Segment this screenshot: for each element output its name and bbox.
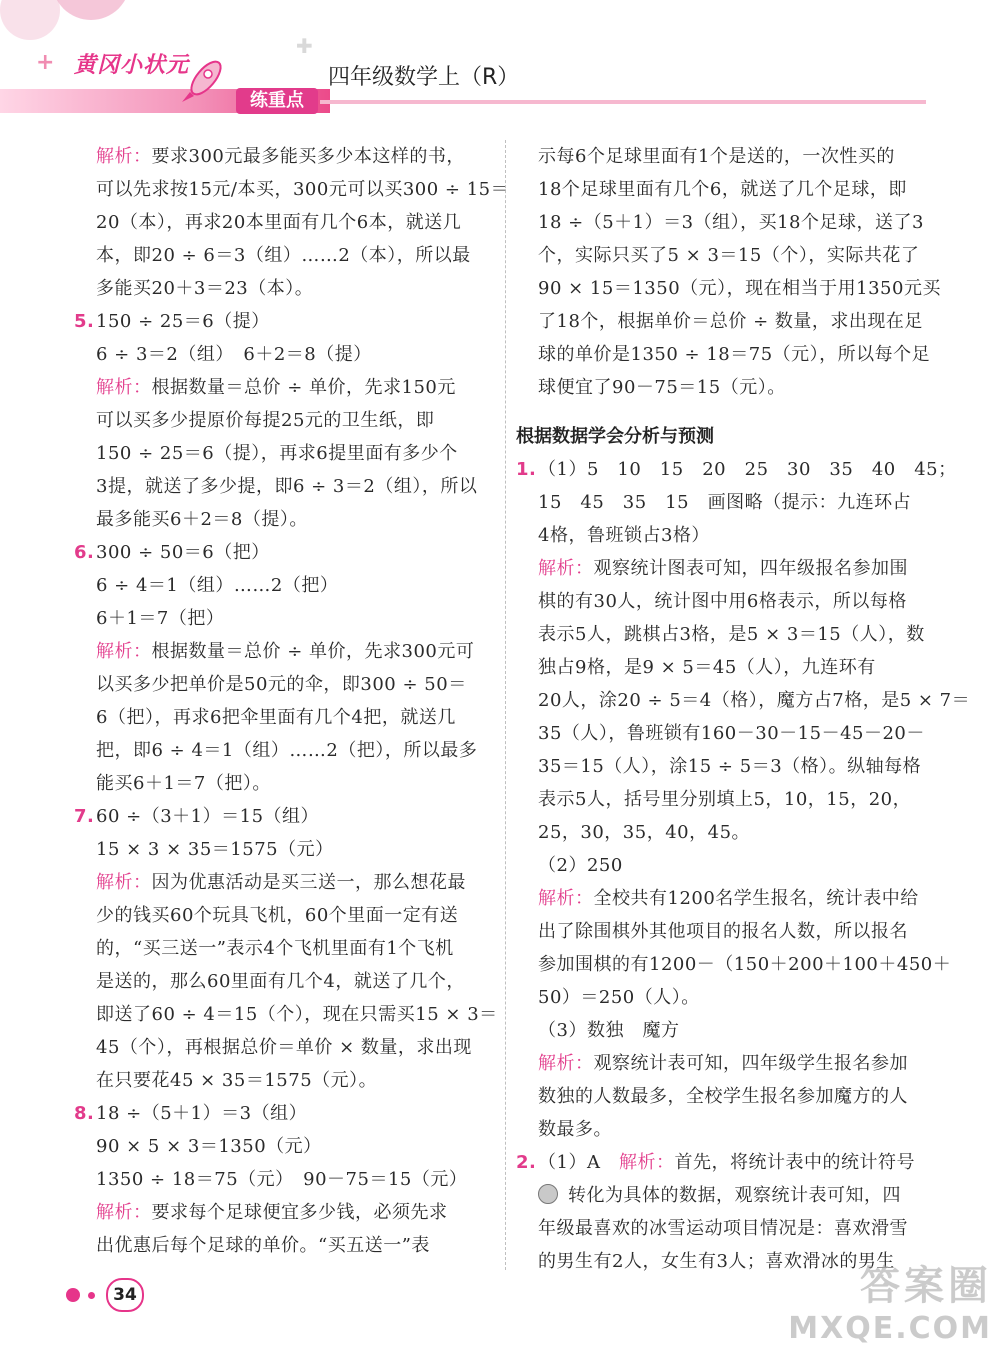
header-decoration-circle	[0, 0, 60, 40]
text-line	[74, 1229, 494, 1262]
line-text: 150 ÷ 25＝6（提），再求6提里面有多少个	[96, 443, 458, 464]
text-line	[516, 1014, 932, 1047]
text-line	[516, 882, 932, 915]
line-text: 因为优惠活动是买三送一，那么想花最	[151, 872, 466, 893]
line-text: 全校共有1200名学生报名，统计表中给	[593, 888, 919, 909]
text-line	[516, 915, 932, 948]
line-text: 可以先求按15元/本买，300元可以买300 ÷ 15＝	[96, 179, 510, 200]
line-text: 表示5人，跳棋占3格，是5 × 3＝15（人），数	[538, 624, 925, 645]
column-divider	[505, 140, 506, 1270]
plus-decoration-icon: ✚	[296, 34, 313, 58]
text-line	[74, 1064, 494, 1097]
text-line	[74, 998, 498, 1031]
line-text: 本，即20 ÷ 6＝3（组）……2（本），所以最	[96, 245, 471, 266]
text-line	[74, 140, 494, 173]
text-line	[516, 1212, 932, 1245]
text-line	[74, 173, 510, 206]
watermark-top: 答案圈	[860, 1263, 992, 1309]
text-line	[74, 833, 494, 866]
line-text: 球便宜了90－75＝15（元）。	[538, 377, 786, 398]
text-line	[516, 206, 932, 239]
line-text: 20人，涂20 ÷ 5＝4（格），魔方占7格，是5 × 7＝	[538, 690, 971, 711]
line-text: 示每6个足球里面有1个是送的，一次性买的	[538, 146, 895, 167]
text-line	[74, 800, 494, 833]
analysis-label: 解析：	[538, 558, 594, 579]
line-text: 35（人），鲁班锁有160－30－15－45－20－	[538, 723, 925, 744]
text-line	[74, 1031, 494, 1064]
analysis-label: 解析：	[96, 377, 152, 398]
watermark	[788, 1254, 992, 1346]
line-text: 了18个，根据单价＝总价 ÷ 数量，求出现在足	[538, 311, 923, 332]
text-line	[516, 1047, 932, 1080]
analysis-label: 解析：	[96, 146, 152, 167]
line-text: 15 × 3 × 35＝1575（元）	[96, 839, 334, 860]
line-text: 个，实际只买了5 × 3＝15（个），实际共花了	[538, 245, 920, 266]
line-text: 年级最喜欢的冰雪运动项目情况是：喜欢滑雪	[538, 1218, 908, 1239]
text-line	[516, 305, 932, 338]
line-text: 20（本），再求20本里面有几个6本，就送几	[96, 212, 462, 233]
right-column	[516, 140, 971, 1278]
line-text: 4格，鲁班锁占3格）	[538, 525, 710, 546]
line-text: （3）数独 魔方	[538, 1020, 680, 1041]
text-line	[516, 338, 932, 371]
text-line	[74, 338, 494, 371]
header-decoration-circle	[52, 0, 130, 20]
text-line	[516, 783, 932, 816]
line-text: 的，“买三送一”表示4个飞机里面有1个飞机	[96, 938, 454, 959]
line-text: 根据数量＝总价 ÷ 单价，先求150元	[151, 377, 456, 398]
line-text: 首先，将统计表中的统计符号	[674, 1152, 915, 1173]
text-line	[74, 305, 494, 338]
question-number: 8.	[74, 1103, 95, 1124]
text-line	[74, 1097, 494, 1130]
question-number: 7.	[74, 806, 95, 827]
line-text: 35＝15（人），涂15 ÷ 5＝3（格）。纵轴每格	[538, 756, 922, 777]
line-text: 在只要花45 × 35＝1575（元）。	[96, 1070, 378, 1091]
line-text: 6 ÷ 4＝1（组）……2（把）	[96, 575, 339, 596]
text-line	[516, 618, 932, 651]
line-text: （1）A	[538, 1152, 619, 1173]
brand-logo: 黄冈小状元	[74, 53, 190, 78]
watermark-bottom: MXQE.COM	[788, 1311, 992, 1346]
line-text: 根据数量＝总价 ÷ 单价，先求300元可	[151, 641, 475, 662]
line-text: 1350 ÷ 18＝75（元） 90－75＝15（元）	[96, 1169, 468, 1190]
line-text: 球的单价是1350 ÷ 18＝75（元），所以每个足	[538, 344, 931, 365]
line-text: 6 ÷ 3＝2（组） 6＋2＝8（提）	[96, 344, 372, 365]
line-text: 50）＝250（人）。	[538, 987, 700, 1008]
line-text: 25，30，35，40，45。	[538, 822, 751, 843]
text-line	[516, 1113, 932, 1146]
text-line	[74, 899, 494, 932]
line-text: （2）250	[538, 855, 623, 876]
text-line	[516, 1146, 932, 1179]
question-number: 2.	[516, 1152, 537, 1173]
text-line	[74, 734, 494, 767]
line-text: 的男生有2人，女生有3人；喜欢滑冰的男生	[538, 1251, 895, 1272]
analysis-label: 解析：	[96, 872, 152, 893]
line-text: 是送的，那么60里面有几个4，就送了几个，	[96, 971, 465, 992]
text-line	[74, 437, 494, 470]
text-line	[74, 371, 494, 404]
line-text: 300 ÷ 50＝6（把）	[96, 542, 270, 563]
question-number: 6.	[74, 542, 95, 563]
text-line	[74, 701, 494, 734]
line-text: 要求300元最多能买多少本这样的书，	[151, 146, 465, 167]
header-rule	[320, 100, 926, 104]
line-text: 多能买20＋3＝23（本）。	[96, 278, 314, 299]
line-text: 以买多少把单价是50元的伞，即300 ÷ 50＝	[96, 674, 467, 695]
line-text: 18 ÷（5＋1）＝3（组）	[96, 1103, 308, 1124]
text-line	[516, 651, 932, 684]
question-number: 5.	[74, 311, 95, 332]
text-line	[74, 1163, 494, 1196]
rocket-icon	[176, 52, 232, 108]
text-line	[516, 140, 932, 173]
footer-dot-icon	[88, 1292, 95, 1299]
text-line	[74, 536, 494, 569]
text-line	[516, 453, 957, 486]
text-line	[74, 767, 494, 800]
line-text: 45（个），再根据总价＝单价 × 数量，求出现	[96, 1037, 472, 1058]
text-line	[516, 981, 932, 1014]
line-text: 表示5人，括号里分别填上5，10，15，20，	[538, 789, 912, 810]
line-text: 能买6＋1＝7（把）。	[96, 773, 271, 794]
stat-symbol-circle-icon	[538, 1184, 558, 1204]
analysis-label: 解析：	[96, 641, 152, 662]
text-line	[516, 717, 932, 750]
line-text: 6＋1＝7（把）	[96, 608, 225, 629]
text-line	[74, 569, 494, 602]
book-title: 四年级数学上（R）	[328, 65, 520, 90]
text-line	[74, 635, 494, 668]
line-text: 转化为具体的数据，观察统计表可知，四	[568, 1185, 901, 1206]
analysis-label: 解析：	[538, 888, 594, 909]
text-line	[74, 1130, 494, 1163]
question-number: 1.	[516, 459, 537, 480]
text-line	[516, 585, 932, 618]
text-line	[516, 750, 932, 783]
line-text: 18个足球里面有几个6，就送了几个足球，即	[538, 179, 907, 200]
line-text: 数独的人数最多，全校学生报名参加魔方的人	[538, 1086, 908, 1107]
page-number: 34	[106, 1278, 144, 1312]
text-line	[74, 866, 494, 899]
text-line	[516, 486, 932, 519]
text-line	[516, 1179, 932, 1212]
text-line	[74, 272, 494, 305]
text-line	[74, 932, 494, 965]
line-text: 观察统计表可知，四年级学生报名参加	[593, 1053, 908, 1074]
line-text: 出优惠后每个足球的单价。“买五送一”表	[96, 1235, 430, 1256]
text-line	[74, 470, 494, 503]
line-text: 15 45 35 15 画图略（提示：九连环占	[538, 492, 912, 513]
text-line	[516, 1080, 932, 1113]
analysis-label: 解析：	[538, 1053, 594, 1074]
line-text: （1）5 10 15 20 25 30 35 40 45；	[538, 459, 957, 480]
text-line	[516, 684, 971, 717]
line-text: 150 ÷ 25＝6（提）	[96, 311, 270, 332]
text-line	[516, 519, 932, 552]
line-text: 60 ÷（3＋1）＝15（组）	[96, 806, 320, 827]
line-text: 少的钱买60个玩具飞机，60个里面一定有送	[96, 905, 459, 926]
line-text: 6（把），再求6把伞里面有几个4把，就送几	[96, 707, 456, 728]
text-line	[74, 965, 494, 998]
text-line	[516, 948, 952, 981]
text-line	[516, 552, 932, 585]
text-line	[74, 1196, 494, 1229]
line-text: 数最多。	[538, 1119, 612, 1140]
line-text: 90 × 15＝1350（元），现在相当于用1350元买	[538, 278, 941, 299]
text-line	[74, 239, 494, 272]
footer-dot-icon	[66, 1288, 80, 1302]
line-text: 出了除围棋外其他项目的报名人数，所以报名	[538, 921, 908, 942]
analysis-label: 解析：	[96, 1202, 152, 1223]
text-line	[516, 849, 932, 882]
line-text: 把，即6 ÷ 4＝1（组）……2（把），所以最多	[96, 740, 478, 761]
text-line	[516, 173, 932, 206]
line-text: 3提，就送了多少提，即6 ÷ 3＝2（组），所以	[96, 476, 478, 497]
text-line	[74, 668, 494, 701]
analysis-label: 解析：	[618, 1152, 675, 1173]
line-text: 90 × 5 × 3＝1350（元）	[96, 1136, 322, 1157]
section-tag: 练重点	[236, 88, 318, 114]
line-text: 要求每个足球便宜多少钱，必须先求	[151, 1202, 448, 1223]
text-line	[74, 206, 494, 239]
text-line	[516, 239, 932, 272]
line-text: 最多能买6＋2＝8（提）。	[96, 509, 308, 530]
text-line	[516, 272, 941, 305]
line-text: 独占9格，是9 × 5＝45（人），九连环有	[538, 657, 876, 678]
section-heading: 根据数据学会分析与预测	[516, 426, 714, 447]
line-text: 18 ÷（5＋1）＝3（组），买18个足球，送了3	[538, 212, 924, 233]
line-text: 棋的有30人，统计图中用6格表示，所以每格	[538, 591, 907, 612]
left-column	[74, 140, 510, 1262]
line-text: 参加围棋的有1200－（150＋200＋100＋450＋	[538, 954, 952, 975]
text-line	[516, 816, 932, 849]
plus-decoration-icon: +	[36, 50, 55, 75]
text-line	[74, 503, 494, 536]
line-text: 即送了60 ÷ 4＝15（个），现在只需买15 × 3＝	[96, 1004, 498, 1025]
text-line	[516, 371, 932, 404]
text-line	[74, 404, 494, 437]
line-text: 可以买多少提原价每提25元的卫生纸，即	[96, 410, 435, 431]
text-line	[74, 602, 494, 635]
line-text: 观察统计图表可知，四年级报名参加围	[593, 558, 908, 579]
